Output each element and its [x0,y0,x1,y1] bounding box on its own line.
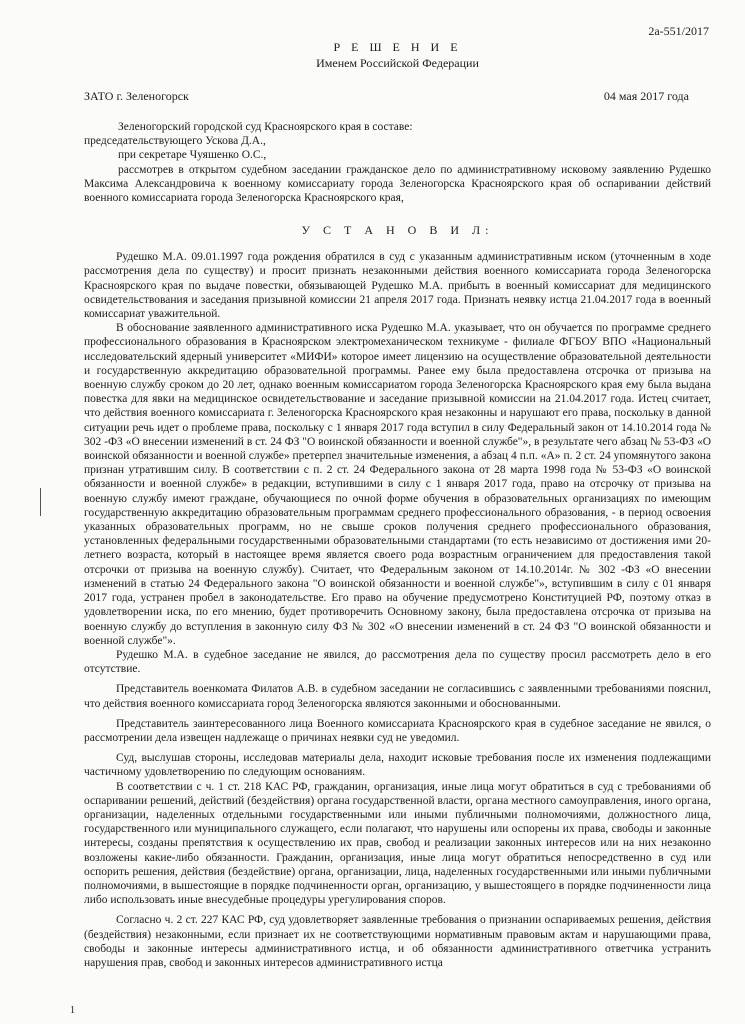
place: ЗАТО г. Зеленогорск [84,89,189,103]
court-secretary: при секретаре Чуяшенко О.С., [118,149,267,162]
paragraph-6: Суд, выслушав стороны, исследовав материалы дела, находит исковые требования после их изменения подлежащими частичному удовлетворению по следующим основаниям. [84,752,711,779]
paragraph-1: Рудешко М.А. 09.01.1997 года рождения обратился в суд с указанным административным иском (уточненным в ходе рассмотрения дела по существу) и просит признать незаконными действия военного комиссариата города Зеленогорска Красноярского края по выдаче повестки, обязывающей Рудешко М.А. прибыть в военный комиссариат для медицинского освидетельствования и заседания призывной комиссии 21 апреля 2017 года. Признать неявку истца 21.04.2017 года в военный комиссариат уважительной. [84,251,711,321]
paragraph-8: Согласно ч. 2 ст. 227 КАС РФ, суд удовлетворяет заявленные требования о признании оспариваемых решения, действия (бездействия) незаконными, если признает их не соответствующими нормативным правовым актам и нарушающими права, свободы и законные интересы административного истца, и об обязанности административного ответчика устранить нарушения прав, свобод и законных интересов административного истца [84,914,711,969]
paragraph-3: Рудешко М.А. в судебное заседание не явился, до рассмотрения дела по существу просил рассмотреть дело в его отсутствие. [84,648,711,676]
section-heading: У С Т А Н О В И Л: [301,223,494,238]
document-subtitle: Именем Российской Федерации [316,56,479,70]
date: 04 мая 2017 года [603,89,689,103]
place-date-row [84,89,711,104]
margin-mark [40,488,41,516]
document-title: Р Е Ш Е Н И Е [333,40,462,54]
paragraph-5: Представитель заинтересованного лица Военного комиссариата Красноярского края в судебное заседание не явился, о рассмотрении дела извещен надлежаще о причинах неявки суд не уведомил. [84,717,711,744]
page-number: 1 [70,1005,75,1016]
case-number: 2а-551/2017 [648,24,709,38]
paragraph-4: Представитель военкомата Филатов А.В. в судебном заседании не согласившись с заявленными требованиями пояснил, что действия военного комиссариата город Зеленогорска являются законными и обоснованными. [84,683,711,710]
considering-paragraph: рассмотрев в открытом судебном заседании гражданское дело по административному исковому заявлению Рудешко Максима Александровича к военному комиссариату города Зеленогорска Красноярского края об оспаривании действий военного комиссариата города Зеленогорска Красноярского края, [84,163,711,205]
paragraph-7: В соответствии с ч. 1 ст. 218 КАС РФ, гражданин, организация, иные лица могут обратиться в суд с требованиями об оспаривании решений, действий (бездействия) органа государственной власти, органа местного самоуправления, иного органа, организации, наделенных отдельными государственными или иными публичными полномочиями, должностного лица, государственного или муниципального служащего, если полагают, что нарушены или оспорены их права, свободы и законные интересы, созданы препятствия к осуществлению их прав, свобод и реализации законных интересов или на них незаконно возложены какие-либо обязанности. Гражданин, организация, иные лица могут обратиться непосредственно в суд или оспорить решения, действия (бездействие) органа, организации, лица, наделенных государственными или иными публичными полномочиями, в вышестоящие в порядке подчиненности орган, организацию, у вышестоящего в порядке подчиненности лица либо использовать иные внесудебные процедуры урегулирования споров. [84,780,711,907]
chair-judge: председательствующего Ускова Д.А., [84,135,266,148]
paragraph-2: В обоснование заявленного административного иска Рудешко М.А. указывает, что он обучается по программе среднего профессионального образования в Красноярском электромеханическом техникуме - филиале ФГБОУ ВПО «Национальный исследовательский ядерный университет «МИФИ» которое имеет лицензию на осуществление образовательной деятельности и государственную аккредитацию образовательной программы. Ранее ему была предоставлена отсрочка от призыва на военную службу сроком до 20 лет, однако военным комиссариатом города Зеленогорска Красноярского края ему была выдана повестка для явки на медицинское освидетельствование и заседание призывной комиссии на 21.04.2017 года. Истец считает, что действия военного комиссариата г. Зеленогорска Красноярского края незаконны и нарушают его права, поскольку в данной ситуации речь идет о проблеме права, поскольку с 1 января 2017 года вступил в силу Федеральный закон от 14.10.2014 года № 302 -ФЗ «О внесении изменений в ст. 24 ФЗ "О воинской обязанности и военной службе"», в результате чего абзац № 53-ФЗ «О воинской обязанности и военной службе» претерпел значительные изменения, а абзац 4 п.п. «А» п. 2 ст. 24 упомянутого закона признан утратившим силу. В соответствии с п. 2 ст. 24 Федерального закона от 28 марта 1998 года № 53-ФЗ «О воинской обязанности и военной службе» в редакции, вступившими в силу с 1 января 2017 года, право на отсрочку от призыва на военную службу имеют граждане, обучающиеся по очной форме обучения в образовательных организациях по имеющим государственную аккредитацию образовательным программам среднего профессионального образования, - в период освоения указанных образовательных программ, но не свыше сроков получения среднего профессионального образования, установленных федеральными государственными образовательными стандартами (то есть независимо от достижения ими 20-летнего возраста, который в настоящее время является своего рода возрастным ограничением для предоставления такой отсрочки от призыва на военную службу). Считает, что Федеральным законом от 14.10.2014г. № 302 -ФЗ «О внесении изменений в статью 24 Федерального закона "О воинской обязанности и военной службе"», вступившим в силу с 01 января 2017 года, устранен пробел в законодательстве. Его право на обучение предусмотрено Конституцией РФ, поэтому отказ в удовлетворении иска, по его мнению, будет противоречить Основному закону, была предоставлена отсрочка от призыва на военную службу до вступления в законную силу ФЗ № 302 «О внесении изменений в ст. 24 ФЗ "О воинской обязанности и военной службе"». [84,322,711,647]
court-composition: Зеленогорский городской суд Красноярского края в составе: [118,121,413,133]
